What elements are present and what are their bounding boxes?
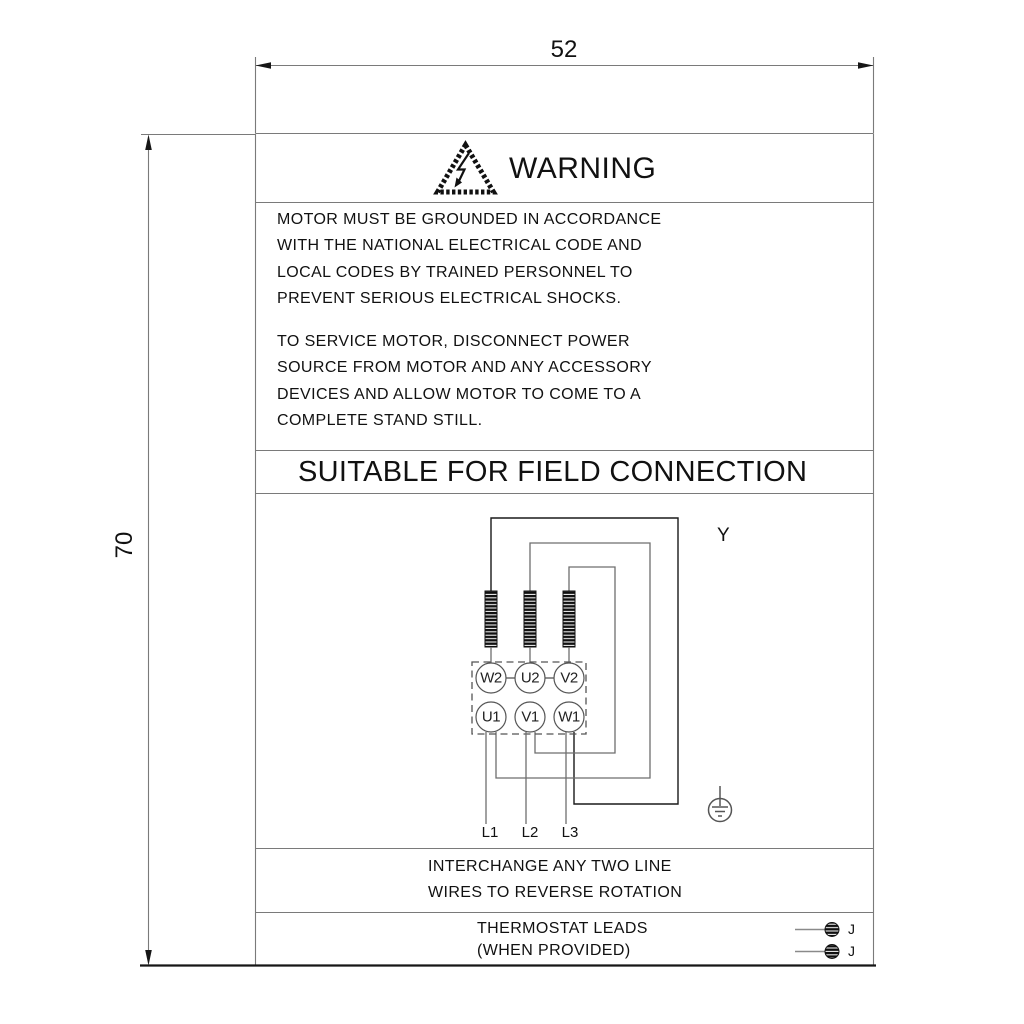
lead-terminal-icon: [825, 945, 839, 959]
paragraph-line: SOURCE FROM MOTOR AND ANY ACCESSORY: [277, 359, 652, 377]
width-dimension-value: 52: [550, 36, 578, 63]
width-dimension-lines: [256, 57, 874, 133]
paragraph-line: TO SERVICE MOTOR, DISCONNECT POWER: [277, 333, 630, 350]
interchange-note: [428, 854, 682, 905]
height-dimension-lines: [141, 135, 256, 966]
winding-coil-icon: [485, 591, 497, 647]
terminal-label-v1: V1: [521, 708, 539, 726]
coil-terminal-stubs: [491, 647, 569, 663]
thermostat-lead-icons: [795, 923, 839, 959]
field-connection-title: SUITABLE FOR FIELD CONNECTION: [298, 456, 808, 488]
line-label-l2: L2: [521, 824, 539, 841]
warning-title: WARNING: [509, 152, 657, 185]
line-label-l3: L3: [561, 824, 579, 841]
paragraph-line: LOCAL CODES BY TRAINED PERSONNEL TO: [277, 263, 633, 281]
lead-label-j2: J: [848, 943, 855, 959]
winding-loop-u: [496, 543, 650, 778]
terminal-label-u2: U2: [520, 669, 540, 687]
high-voltage-warning-icon: [438, 145, 494, 192]
interchange-line: INTERCHANGE ANY TWO LINE: [428, 858, 672, 875]
winding-coil-icon: [563, 591, 575, 647]
terminal-label-v2: V2: [560, 669, 578, 687]
paragraph-line: WITH THE NATIONAL ELECTRICAL CODE AND: [277, 237, 643, 255]
arrowhead-down: [145, 950, 152, 966]
paragraph-line: PREVENT SERIOUS ELECTRICAL SHOCKS.: [277, 290, 622, 308]
terminal-label-w1: W1: [558, 708, 580, 726]
wye-connection-diagram: [472, 518, 732, 824]
winding-coil-icons: [485, 591, 575, 647]
grounding-warning-paragraph: [277, 207, 662, 313]
winding-coil-icon: [524, 591, 536, 647]
thermostat-line: (WHEN PROVIDED): [477, 941, 631, 959]
paragraph-line: MOTOR MUST BE GROUNDED IN ACCORDANCE: [277, 211, 662, 228]
line-label-l1: L1: [481, 824, 499, 841]
arrowhead-left: [256, 62, 272, 69]
terminal-label-w2: W2: [480, 669, 502, 687]
paragraph-line: COMPLETE STAND STILL.: [277, 412, 483, 430]
wye-connection-label: Y: [717, 525, 730, 546]
interchange-line: WIRES TO REVERSE ROTATION: [428, 883, 683, 901]
height-dimension-value: 70: [111, 531, 138, 559]
service-warning-paragraph: [277, 329, 652, 435]
paragraph-line: DEVICES AND ALLOW MOTOR TO COME TO A: [277, 385, 642, 403]
earth-ground-icon: [709, 786, 732, 822]
thermostat-note: [477, 918, 648, 962]
lead-label-j1: J: [848, 921, 855, 937]
terminal-label-u1: U1: [481, 708, 501, 726]
arrowhead-up: [145, 135, 152, 151]
thermostat-line: THERMOSTAT LEADS: [477, 920, 648, 937]
arrowhead-right: [858, 62, 874, 69]
lead-terminal-icon: [825, 923, 839, 937]
